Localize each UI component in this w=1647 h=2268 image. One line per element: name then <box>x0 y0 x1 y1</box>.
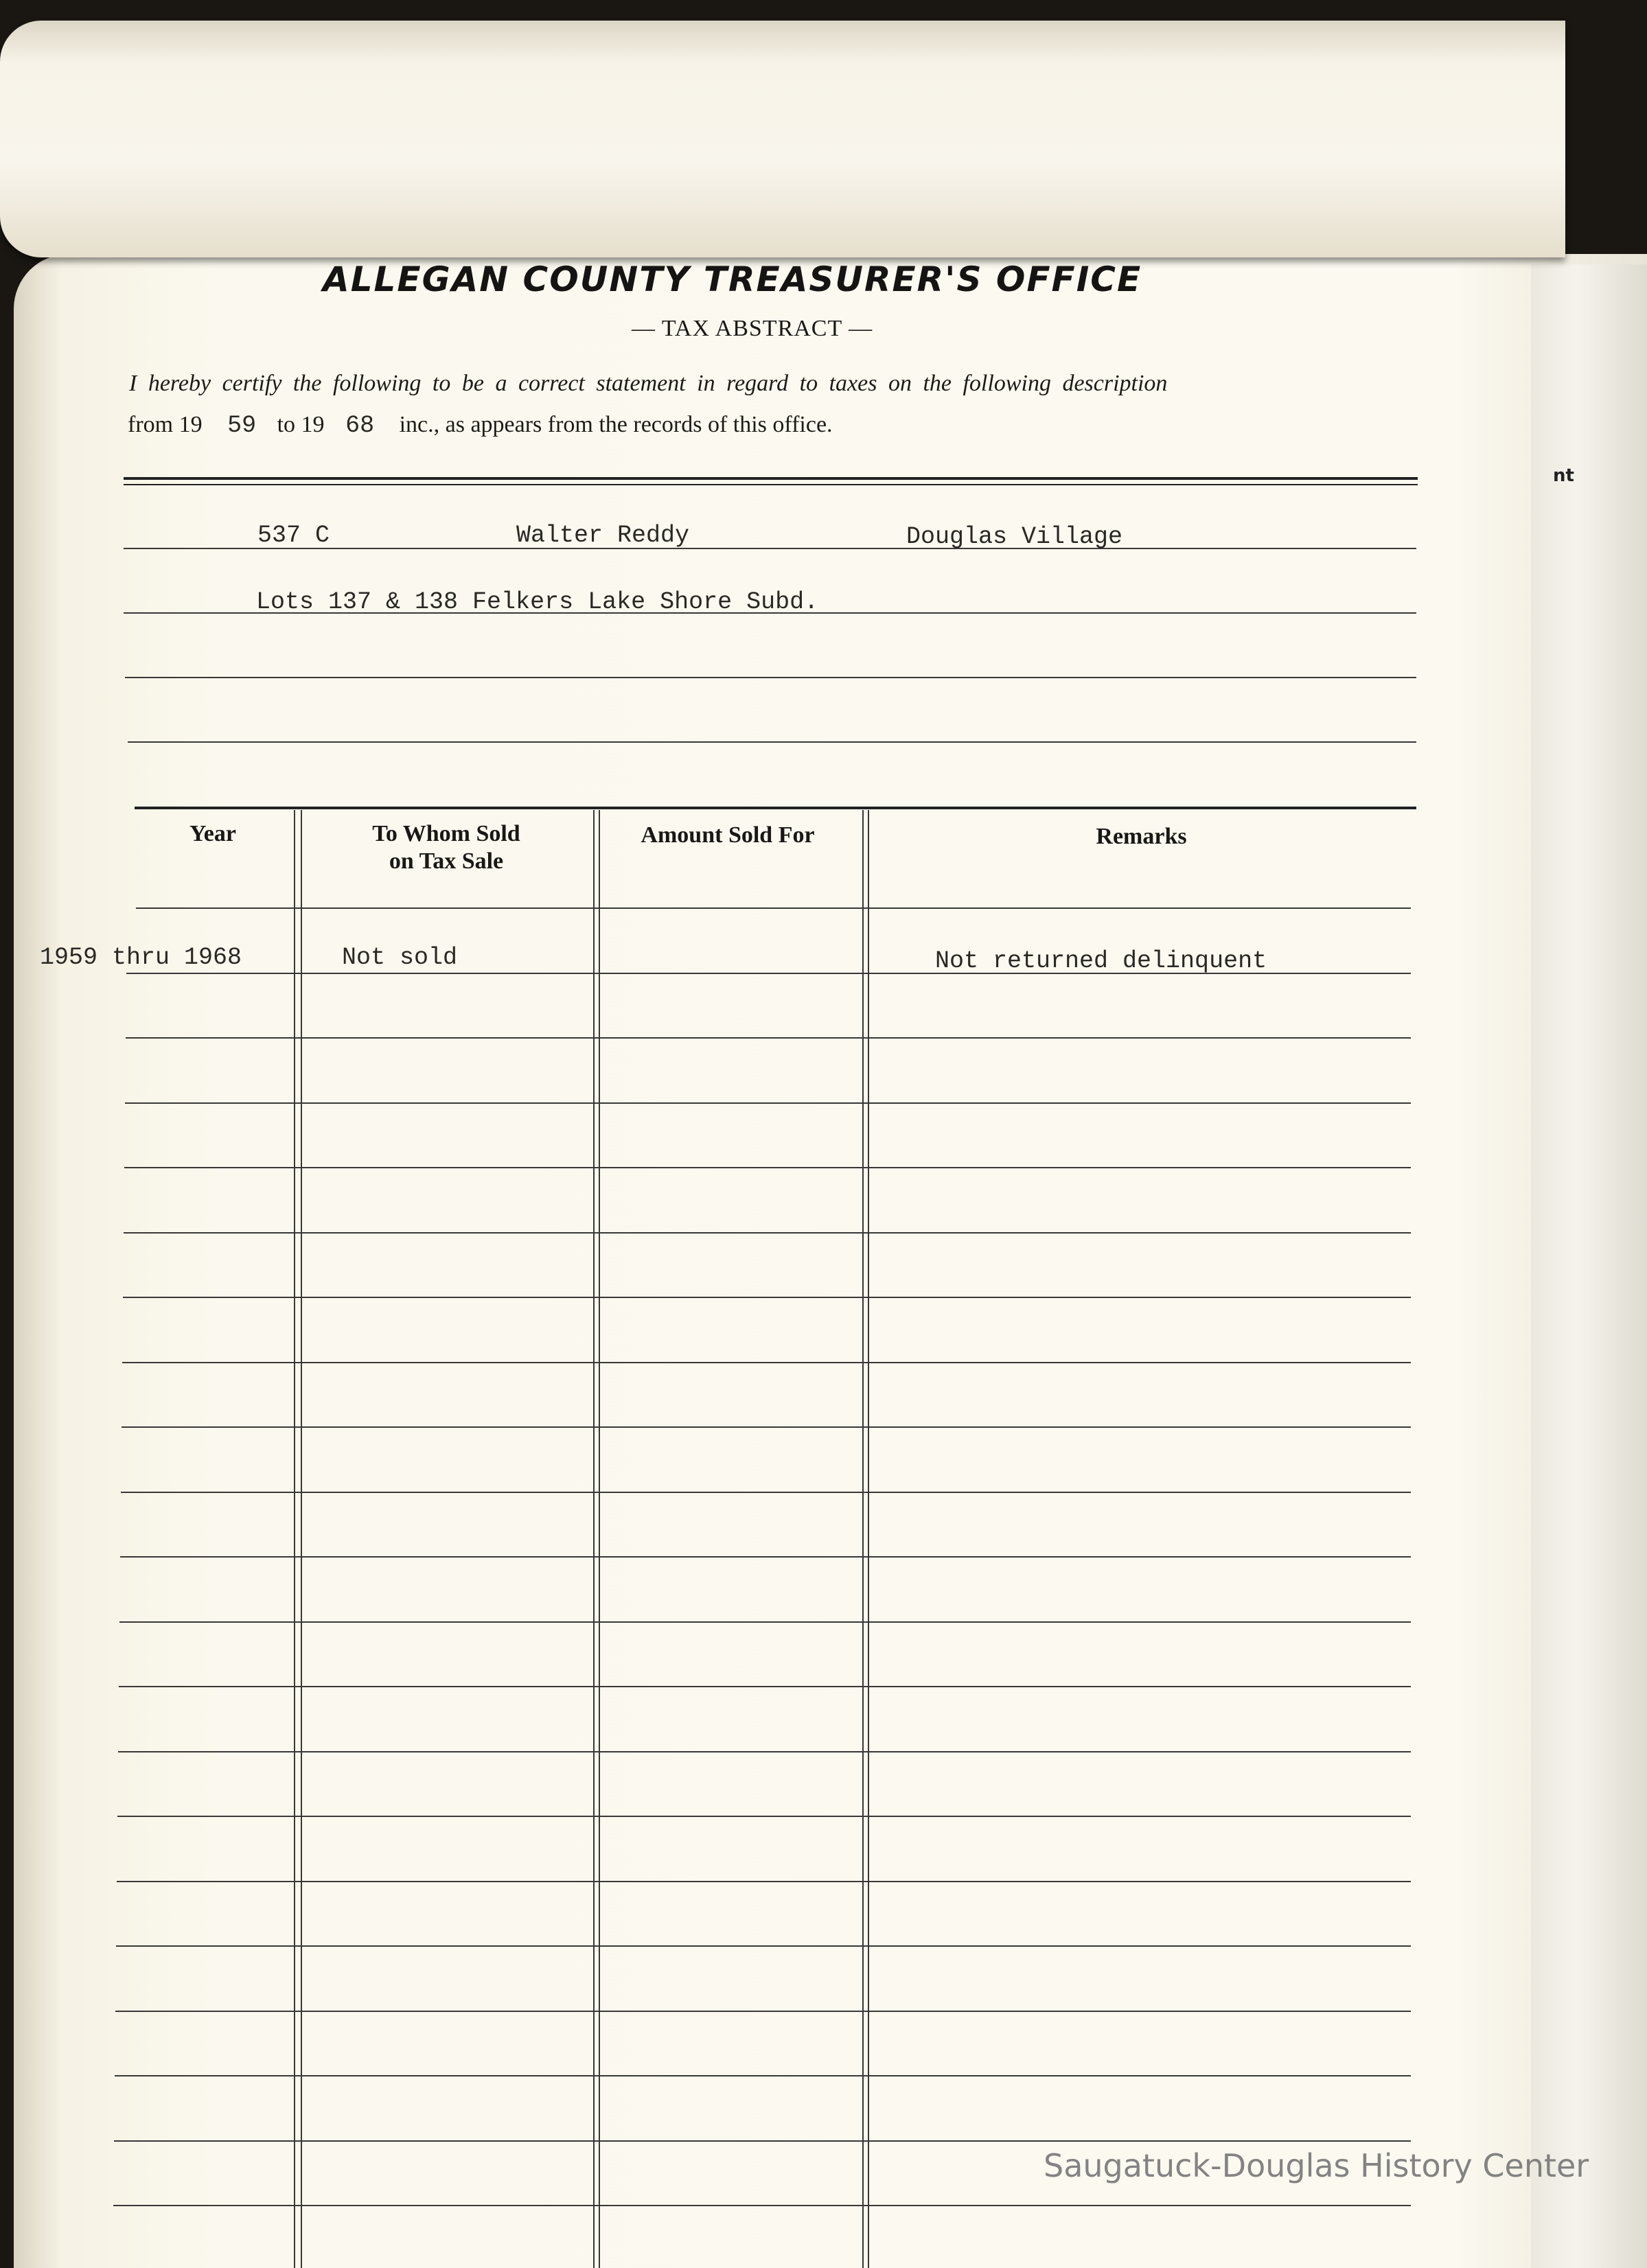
table-row-line <box>136 907 1411 909</box>
column-divider <box>294 810 295 2268</box>
row-sold-to: Not sold <box>342 944 458 971</box>
column-divider <box>301 810 302 2268</box>
certification-period <box>128 412 833 439</box>
to-year: 68 <box>345 412 375 439</box>
table-row-line <box>113 2205 1411 2206</box>
column-header-sold-to-line2: on Tax Sale <box>389 848 504 874</box>
watermark: Saugatuck-Douglas History Center <box>1044 2147 1589 2184</box>
table-row-line <box>124 1232 1411 1234</box>
description-line <box>128 741 1416 743</box>
from-label: from 19 <box>128 412 203 437</box>
column-header-remarks: Remarks <box>1096 824 1187 849</box>
from-year: 59 <box>227 412 257 439</box>
owner-name: Walter Reddy <box>516 522 690 549</box>
table-row-line <box>121 1492 1411 1493</box>
column-divider <box>862 810 864 2268</box>
table-row-line <box>118 1751 1411 1752</box>
table-row-line <box>120 1556 1411 1558</box>
table-row-line <box>125 1102 1411 1104</box>
document-page <box>14 254 1647 2268</box>
column-header-sold-to <box>309 820 584 875</box>
double-rule-top <box>124 477 1418 480</box>
document-subtitle: — TAX ABSTRACT — <box>632 316 873 341</box>
column-header-sold-to-line1: To Whom Sold <box>372 821 520 846</box>
table-row-line <box>122 1362 1411 1363</box>
table-row-line <box>119 1621 1411 1623</box>
adjacent-page-edge <box>1531 264 1647 2268</box>
table-row-line <box>122 1426 1411 1428</box>
table-row-line <box>126 1037 1411 1039</box>
property-location: Douglas Village <box>906 523 1123 551</box>
table-row-line <box>115 2011 1411 2012</box>
table-row-line <box>117 1816 1411 1817</box>
to-label: to 19 <box>277 412 325 437</box>
row-remarks: Not returned delinquent <box>935 947 1267 975</box>
table-row-line <box>124 1167 1411 1168</box>
edge-text: nt <box>1553 465 1574 486</box>
table-row-line <box>115 2075 1411 2076</box>
table-row-line <box>123 1297 1411 1298</box>
description-line <box>125 677 1416 678</box>
legal-description: Lots 137 & 138 Felkers Lake Shore Subd. <box>256 588 819 616</box>
table-row-line <box>116 1945 1411 1947</box>
office-title: ALLEGAN COUNTY TREASURER'S OFFICE <box>323 259 1142 299</box>
period-suffix: inc., as appears from the records of this office. <box>399 412 833 437</box>
column-divider <box>599 810 600 2268</box>
parcel-number: 537 C <box>257 522 330 549</box>
table-row-line <box>114 2140 1411 2142</box>
column-header-amount: Amount Sold For <box>641 822 815 848</box>
column-divider <box>868 810 869 2268</box>
table-top-rule <box>135 807 1416 809</box>
page-curl <box>0 21 1565 257</box>
certification-text: I hereby certify the following to be a correct statement in regard to taxes on the following description <box>129 371 1168 396</box>
column-divider <box>593 810 595 2268</box>
double-rule-bottom <box>124 484 1418 485</box>
table-row-line <box>117 1881 1411 1882</box>
row-year: 1959 thru 1968 <box>40 944 242 971</box>
table-row-line <box>119 1686 1411 1687</box>
column-header-year: Year <box>189 821 236 846</box>
